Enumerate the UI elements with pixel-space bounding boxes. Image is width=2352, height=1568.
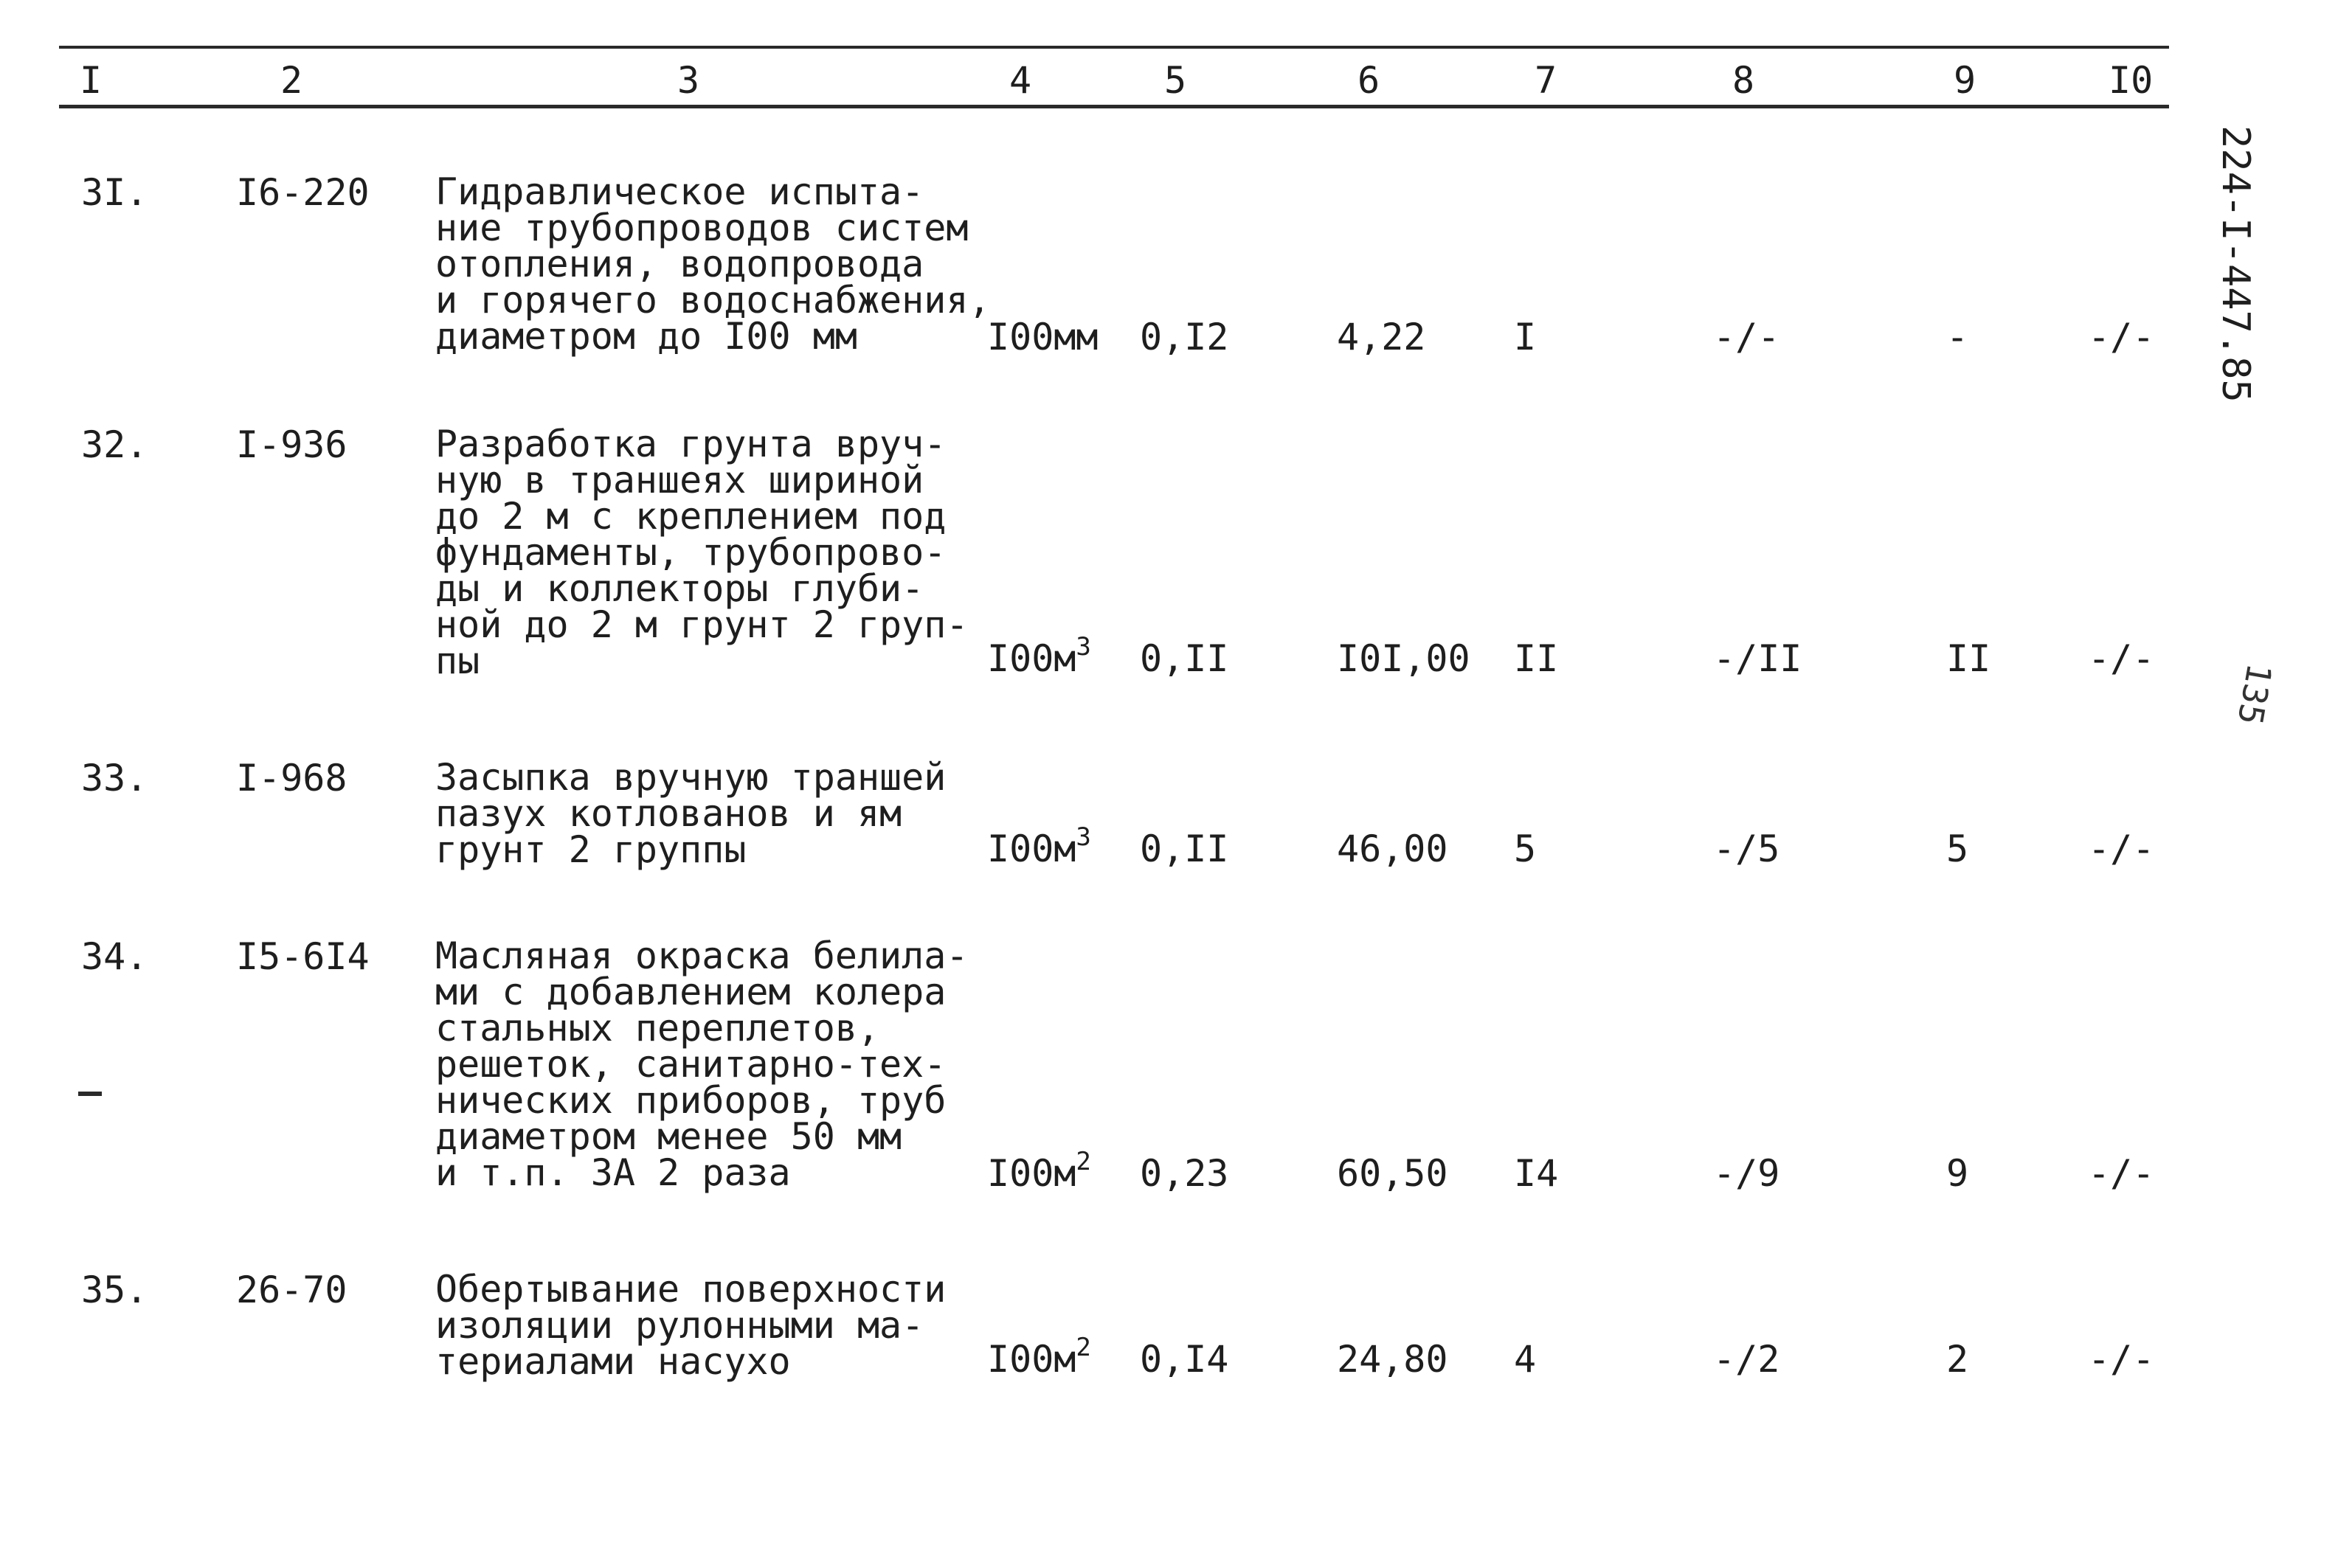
unit-of-measure	[987, 1147, 1091, 1195]
column-header-8: 8	[1732, 59, 1755, 102]
header-top-rule	[59, 46, 2169, 49]
column-6-value: 60,50	[1337, 1152, 1448, 1195]
column-header-6: 6	[1357, 59, 1380, 102]
column-8-value: -/2	[1713, 1338, 1780, 1381]
column-9-value: 5	[1946, 828, 1969, 870]
handwritten-page-number: 135	[2230, 660, 2280, 728]
work-description: Разработка грунта вруч- ную в траншеях шириной до 2 м с креплением под фундаменты, трубопрово- ды и коллекторы глуби- ной до 2 м грунт 2 груп- пы	[435, 423, 969, 682]
norm-code: I-936	[236, 423, 347, 466]
norm-code: 26-70	[236, 1269, 347, 1311]
column-10-value: -/-	[2088, 316, 2155, 358]
column-8-value: -/II	[1713, 637, 1802, 680]
column-6-value: 24,80	[1337, 1338, 1448, 1381]
column-7-value: I	[1514, 316, 1537, 358]
column-5-value: 0,II	[1140, 637, 1229, 680]
column-header-10: I0	[2109, 59, 2154, 102]
column-6-value: 46,00	[1337, 828, 1448, 870]
unit-of-measure	[987, 822, 1091, 870]
column-7-value: II	[1514, 637, 1559, 680]
norm-code: I5-6I4	[236, 935, 370, 978]
unit-exponent: 3	[1076, 632, 1091, 662]
norm-code: I-968	[236, 757, 347, 799]
unit-base: I00м	[987, 1152, 1076, 1195]
work-description: Обертывание поверхности изоляции рулонными ма- териалами насухо	[435, 1268, 947, 1383]
unit-base: I00м	[987, 828, 1076, 870]
header-bottom-rule	[59, 105, 2169, 108]
column-5-value: 0,23	[1140, 1152, 1229, 1195]
column-header-9: 9	[1954, 59, 1976, 102]
row-number: 34.	[81, 935, 148, 978]
table-row	[0, 423, 2352, 692]
unit-exponent: 2	[1076, 1333, 1091, 1362]
column-7-value: 4	[1514, 1338, 1537, 1381]
unit-base: I00м	[987, 1338, 1076, 1381]
column-10-value: -/-	[2088, 1338, 2155, 1381]
work-description: Масляная окраска белила- ми с добавлением колера стальных переплетов, решеток, санитарно-тех- нических приборов, труб диаметром менее 50 мм и т.п. 3А 2 раза	[435, 934, 969, 1194]
unit-of-measure	[987, 632, 1091, 680]
column-9-value: 2	[1946, 1338, 1969, 1381]
column-10-value: -/-	[2088, 637, 2155, 680]
unit-base: I00мм	[987, 316, 1099, 358]
document-code-vertical: 224-I-447.85	[2213, 125, 2258, 403]
column-header-4: 4	[1009, 59, 1032, 102]
column-5-value: 0,I2	[1140, 316, 1229, 358]
column-header-3: 3	[677, 59, 700, 102]
column-6-value: I0I,00	[1337, 637, 1470, 680]
column-5-value: 0,II	[1140, 828, 1229, 870]
column-6-value: 4,22	[1337, 316, 1426, 358]
column-header-7: 7	[1535, 59, 1557, 102]
column-header-2: 2	[280, 59, 303, 102]
table-row	[0, 170, 2352, 366]
column-7-value: I4	[1514, 1152, 1559, 1195]
column-9-value: II	[1946, 637, 1991, 680]
unit-exponent: 3	[1076, 822, 1091, 852]
row-number: 33.	[81, 757, 148, 799]
margin-dash-mark	[78, 1092, 102, 1096]
row-number: 3I.	[81, 171, 148, 214]
column-8-value: -/-	[1713, 316, 1780, 358]
row-number: 32.	[81, 423, 148, 466]
unit-base: I00м	[987, 637, 1076, 680]
unit-of-measure	[987, 1333, 1091, 1381]
norm-code: I6-220	[236, 171, 370, 214]
column-5-value: 0,I4	[1140, 1338, 1229, 1381]
column-7-value: 5	[1514, 828, 1537, 870]
column-8-value: -/5	[1713, 828, 1780, 870]
column-header-1: I	[80, 59, 103, 102]
work-description: Гидравлическое испыта- ние трубопроводов систем отопления, водопровода и горячего водоснабжения, диаметром до I00 мм	[435, 170, 991, 358]
column-8-value: -/9	[1713, 1152, 1780, 1195]
column-9-value: -	[1946, 316, 1969, 358]
unit-of-measure	[987, 316, 1099, 358]
column-9-value: 9	[1946, 1152, 1969, 1195]
unit-exponent: 2	[1076, 1147, 1091, 1176]
table-row	[0, 934, 2352, 1204]
column-10-value: -/-	[2088, 1152, 2155, 1195]
column-header-5: 5	[1164, 59, 1187, 102]
row-number: 35.	[81, 1269, 148, 1311]
work-description: Засыпка вручную траншей пазух котлованов и ям грунт 2 группы	[435, 756, 947, 871]
table-row	[0, 756, 2352, 878]
table-row	[0, 1268, 2352, 1390]
column-header-row	[0, 59, 2352, 105]
column-10-value: -/-	[2088, 828, 2155, 870]
